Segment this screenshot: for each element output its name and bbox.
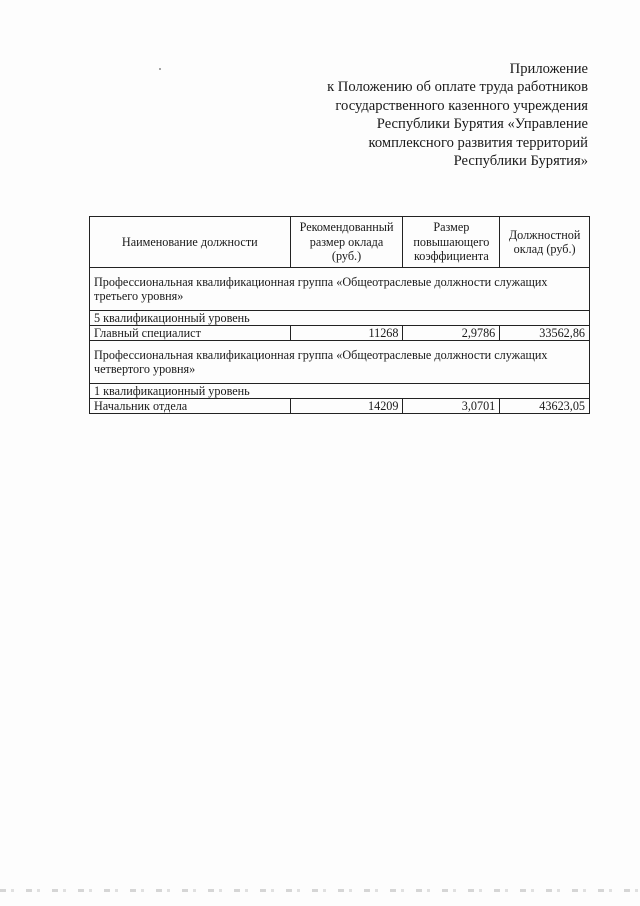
column-header-coefficient: Размер повышающего коэффициента <box>403 217 500 268</box>
table-row <box>90 311 590 326</box>
table-row <box>90 341 590 384</box>
salary-table <box>89 216 590 414</box>
position-name: Начальник отдела <box>90 399 291 414</box>
recommended-salary: 11268 <box>290 326 403 341</box>
table-header-row <box>90 217 590 268</box>
table-row <box>90 399 590 414</box>
qualification-group-title: Профессиональная квалификационная группа «Общеотраслевые должности служащих третьего уровня» <box>90 268 590 311</box>
appendix-line: Республики Бурятия» <box>453 153 588 170</box>
qualification-level: 1 квалификационный уровень <box>90 384 590 399</box>
appendix-line: комплексного развития территорий <box>368 134 588 151</box>
table-row <box>90 326 590 341</box>
table-row <box>90 384 590 399</box>
scan-edge-noise <box>0 889 640 892</box>
official-salary: 43623,05 <box>500 399 590 414</box>
column-header-salary: Рекомендованный размер оклада (руб.) <box>290 217 403 268</box>
column-header-official-salary: Должностной оклад (руб.) <box>500 217 590 268</box>
appendix-line: Республики Бурятия «Управление <box>376 116 588 133</box>
recommended-salary: 14209 <box>290 399 403 414</box>
raising-coefficient: 3,0701 <box>403 399 500 414</box>
scan-speck <box>159 68 161 70</box>
qualification-group-title: Профессиональная квалификационная группа «Общеотраслевые должности служащих четвертого уровня» <box>90 341 590 384</box>
appendix-line: к Положению об оплате труда работников <box>327 79 588 96</box>
qualification-level: 5 квалификационный уровень <box>90 311 590 326</box>
raising-coefficient: 2,9786 <box>403 326 500 341</box>
table-row <box>90 268 590 311</box>
appendix-header <box>288 60 588 170</box>
column-header-name: Наименование должности <box>90 217 291 268</box>
official-salary: 33562,86 <box>500 326 590 341</box>
appendix-title: Приложение <box>509 61 588 77</box>
position-name: Главный специалист <box>90 326 291 341</box>
appendix-line: государственного казенного учреждения <box>335 97 588 114</box>
